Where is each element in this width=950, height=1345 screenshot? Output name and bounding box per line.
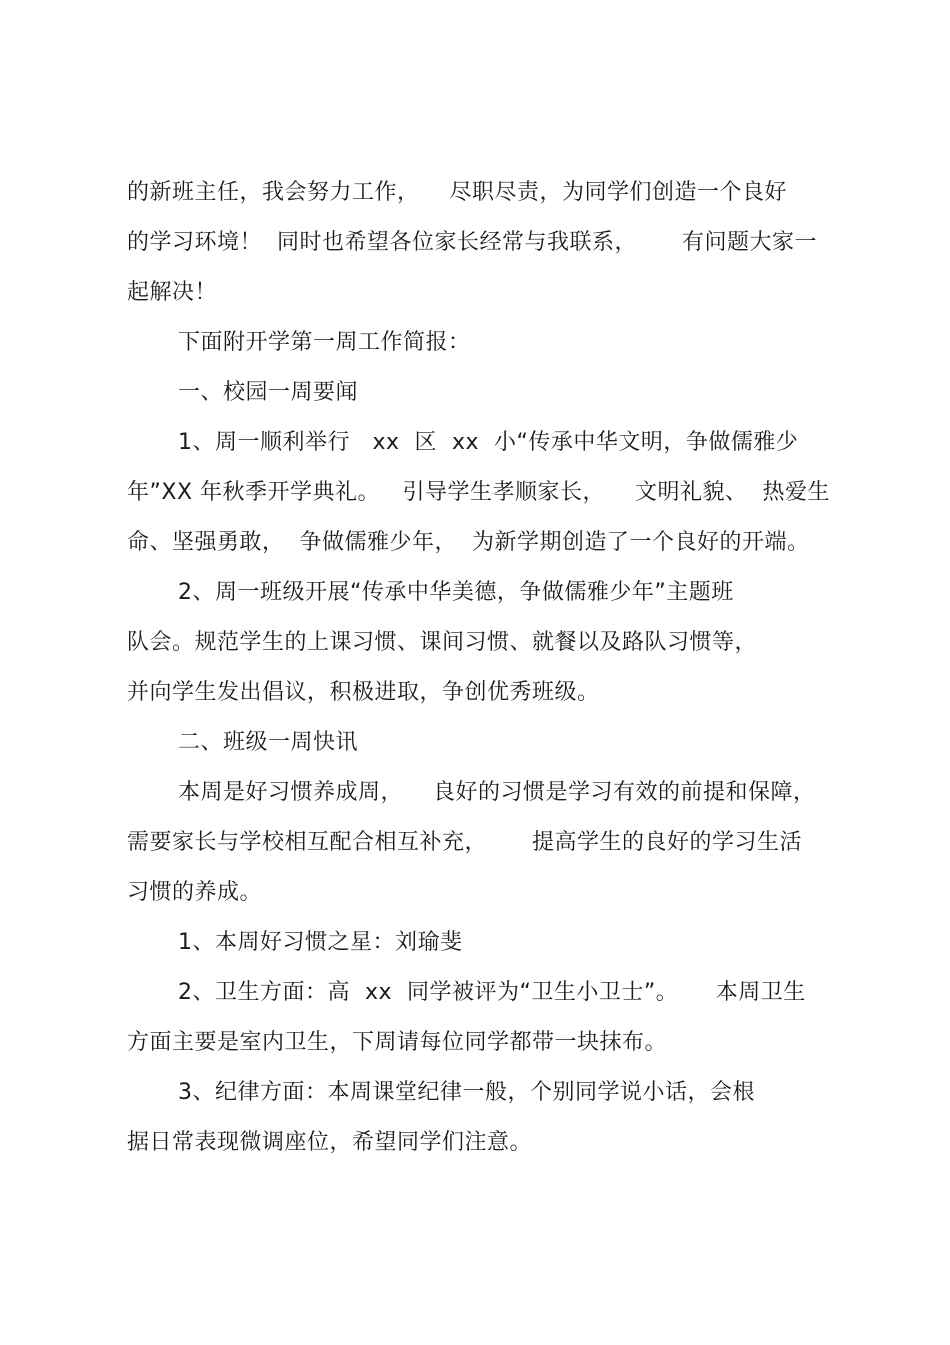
text-line: 并向学生发出倡议，积极进取，争创优秀班级。	[127, 680, 600, 705]
section-heading: 一、校园一周要闻	[178, 380, 359, 405]
text-line: 需要家长与学校相互配合相互补充， 提高学生的良好的学习生活	[127, 830, 802, 855]
text-line: 年”XX 年秋季开学典礼。 引导学生孝顺家长， 文明礼貌、 热爱生	[127, 480, 830, 505]
text-line: 3、纪律方面：本周课堂纪律一般，个别同学说小话，会根	[178, 1080, 755, 1105]
text-line: 本周是好习惯养成周， 良好的习惯是学习有效的前提和保障，	[178, 780, 816, 805]
text-line: 2、卫生方面：高 xx 同学被评为“卫生小卫士”。 本周卫生	[178, 980, 806, 1005]
text-line: 1、本周好习惯之星：刘瑜斐	[178, 930, 463, 955]
text-line: 命、坚强勇敢， 争做儒雅少年， 为新学期创造了一个良好的开端。	[127, 530, 810, 555]
text-line: 下面附开学第一周工作简报：	[178, 330, 471, 355]
text-line: 起解决！	[127, 280, 218, 305]
text-line: 方面主要是室内卫生，下周请每位同学都带一块抹布。	[127, 1030, 668, 1055]
text-line: 习惯的养成。	[127, 880, 263, 905]
section-heading: 二、班级一周快讯	[178, 730, 359, 755]
text-line: 的新班主任，我会努力工作， 尽职尽责，为同学们创造一个良好	[127, 180, 787, 205]
text-line: 2、周一班级开展“传承中华美德，争做儒雅少年”主题班	[178, 580, 734, 605]
text-line: 据日常表现微调座位，希望同学们注意。	[127, 1130, 533, 1155]
text-line: 的学习环境！ 同时也希望各位家长经常与我联系， 有问题大家一	[127, 230, 817, 255]
text-line: 队会。规范学生的上课习惯、课间习惯、就餐以及路队习惯等，	[127, 630, 758, 655]
text-line: 1、周一顺利举行 xx 区 xx 小“传承中华文明，争做儒雅少	[178, 430, 799, 455]
